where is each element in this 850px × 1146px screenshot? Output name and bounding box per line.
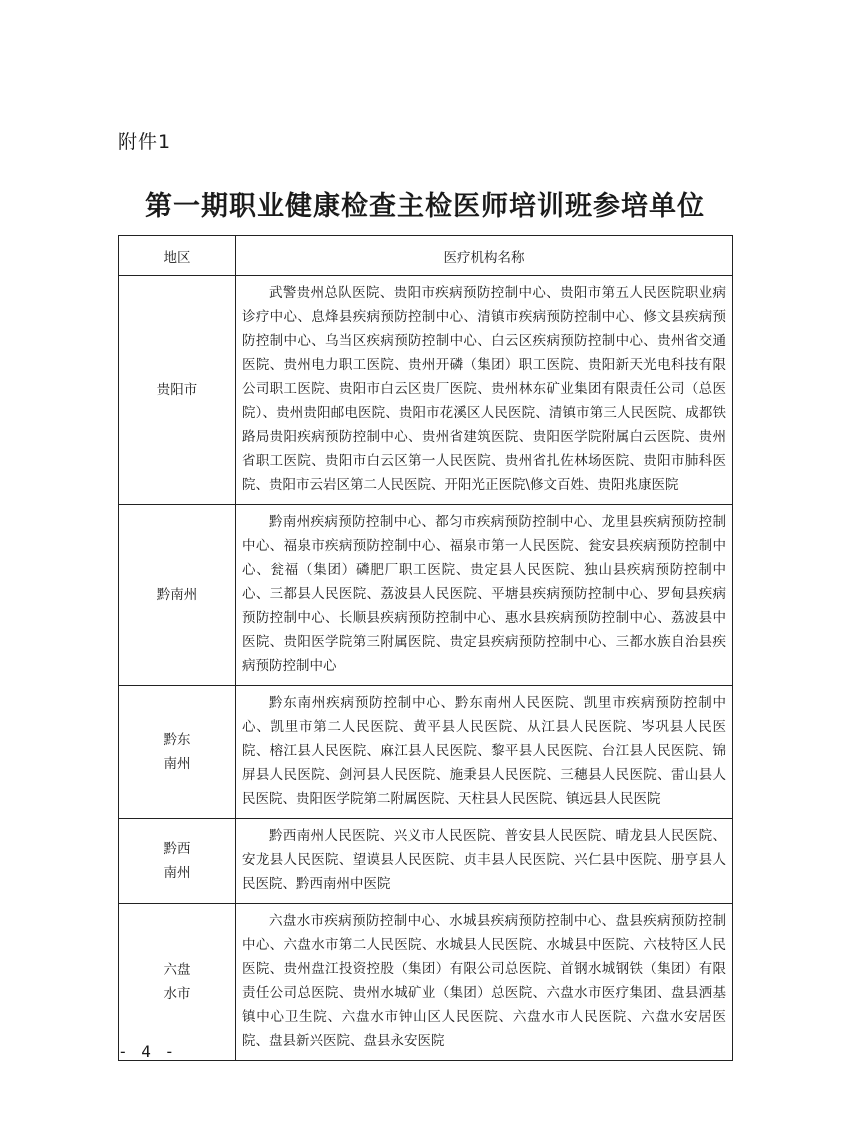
region-column-header: 地区	[119, 236, 236, 276]
region-cell: 黔南州	[119, 505, 236, 686]
table-header-row	[119, 236, 733, 276]
table-row	[119, 686, 733, 819]
table-row	[119, 819, 733, 904]
institutions-cell: 黔东南州疾病预防控制中心、黔东南州人民医院、凯里市疾病预防控制中心、凯里市第二人民医院、黄平县人民医院、从江县人民医院、岑巩县人民医院、榕江县人民医院、麻江县人民医院、黎平县人民医院、台江县人民医院、锦屏县人民医院、剑河县人民医院、施秉县人民医院、三穗县人民医院、雷山县人民医院、贵阳医学院第二附属医院、天柱县人民医院、镇远县人民医院	[236, 686, 733, 819]
page-number: - 4 -	[118, 1042, 177, 1061]
region-cell: 黔东 南州	[119, 686, 236, 819]
document-title: 第一期职业健康检查主检医师培训班参培单位	[145, 191, 705, 222]
table-row	[119, 276, 733, 505]
attachment-label: 附件1	[118, 131, 172, 153]
region-cell: 黔西 南州	[119, 819, 236, 904]
institutions-column-header: 医疗机构名称	[236, 236, 733, 276]
table-row	[119, 505, 733, 686]
institutions-cell: 武警贵州总队医院、贵阳市疾病预防控制中心、贵阳市第五人民医院职业病诊疗中心、息烽县疾病预防控制中心、清镇市疾病预防控制中心、修文县疾病预防控制中心、乌当区疾病预防控制中心、白云区疾病预防控制中心、贵州省交通医院、贵州电力职工医院、贵州开磷（集团）职工医院、贵阳新天光电科技有限公司职工医院、贵阳市白云区贵厂医院、贵州林东矿业集团有限责任公司（总医院）、贵州贵阳邮电医院、贵阳市花溪区人民医院、清镇市第三人民医院、成都铁路局贵阳疾病预防控制中心、贵州省建筑医院、贵阳医学院附属白云医院、贵州省职工医院、贵阳市白云区第一人民医院、贵州省扎佐林场医院、贵阳市肺科医院、贵阳市云岩区第二人民医院、开阳光正医院\修文百姓、贵阳兆康医院	[236, 276, 733, 505]
table-row	[119, 904, 733, 1061]
region-cell: 贵阳市	[119, 276, 236, 505]
region-cell: 六盘 水市	[119, 904, 236, 1061]
institutions-cell: 黔西南州人民医院、兴义市人民医院、普安县人民医院、晴龙县人民医院、安龙县人民医院、望谟县人民医院、贞丰县人民医院、兴仁县中医院、册亨县人民医院、黔西南州中医院	[236, 819, 733, 904]
institutions-cell: 黔南州疾病预防控制中心、都匀市疾病预防控制中心、龙里县疾病预防控制中心、福泉市疾病预防控制中心、福泉市第一人民医院、瓮安县疾病预防控制中心、瓮福（集团）磷肥厂职工医院、贵定县人民医院、独山县疾病预防控制中心、三都县人民医院、荔波县人民医院、平塘县疾病预防控制中心、罗甸县疾病预防控制中心、长顺县疾病预防控制中心、惠水县疾病预防控制中心、荔波县中医院、贵阳医学院第三附属医院、贵定县疾病预防控制中心、三都水族自治县疾病预防控制中心	[236, 505, 733, 686]
institutions-table	[118, 235, 733, 1061]
institutions-cell: 六盘水市疾病预防控制中心、水城县疾病预防控制中心、盘县疾病预防控制中心、六盘水市第二人民医院、水城县人民医院、水城县中医院、六枝特区人民医院、贵州盘江投资控股（集团）有限公司总医院、首钢水城钢铁（集团）有限责任公司总医院、贵州水城矿业（集团）总医院、六盘水市医疗集团、盘县洒基镇中心卫生院、六盘水市钟山区人民医院、六盘水市人民医院、六盘水安居医院、盘县新兴医院、盘县永安医院	[236, 904, 733, 1061]
